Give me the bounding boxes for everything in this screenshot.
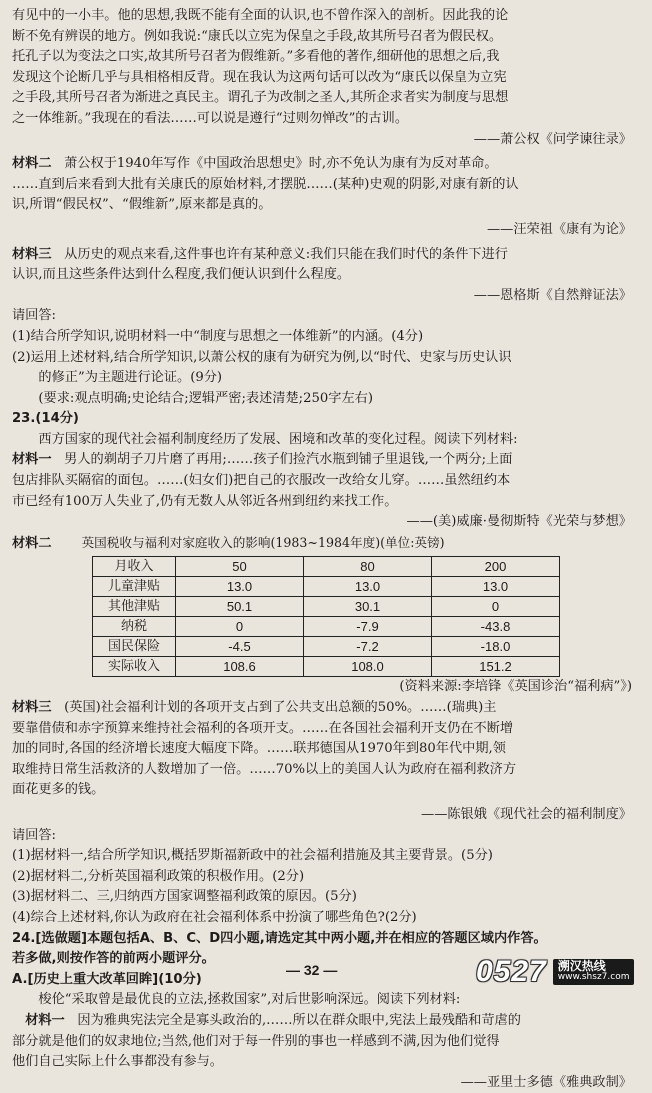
sub-question-heading: A.[历史上重大改革回眸](10分) [12,971,202,987]
table-source: (资料来源:李培锋《英国诊治“福利病”》) [399,679,632,695]
table-cell: 50.1 [176,597,304,617]
material-label: 材料三 [12,246,52,262]
table-row [93,657,560,677]
text-line: 有见中的一小丰。他的思想,我既不能有全面的认识,也不曾作深入的剖析。因此我的论 [12,8,509,23]
table-cell: 108.6 [176,657,304,677]
table-cell: 108.0 [304,657,432,677]
table-row [93,577,560,597]
table-cell: -18.0 [432,637,560,657]
row-label: 国民保险 [93,637,176,657]
text-line: 市已经有100万人失业了,仍有无数人从邻近各州到纽约来找工作。 [12,493,398,509]
text-line: 要靠借债和赤字预算来维持社会福利的各项开支。……在各国社会福利开支仍在不断增 [12,720,514,736]
page-number: — 32 — [286,962,338,978]
material-three [12,245,640,307]
row-label: 纳税 [93,617,176,637]
elective-instructions: 若多做,则按作答的前两小题评分。 [12,951,215,967]
table-cell: 0 [176,617,304,637]
question-number: 23.(14分) [12,411,79,427]
text-line: 取维持日常生活救济的人数增加了一倍。……70%以上的美国人认为政府在福利救济方 [12,761,517,777]
source-citation: ——恩格斯《自然辩证法》 [473,287,632,303]
table-cell: 13.0 [176,577,304,597]
text-line: (英国)社会福利计划的各项开支占到了公共支出总额的50%。……(瑞典)主 [64,700,497,716]
question-intro: 梭伦“采取曾是最优良的立法,拯救国家”,对后世影响深远。阅读下列材料: [38,992,461,1008]
source-citation: ——汪荣祖《康有为论》 [486,221,632,237]
material-label: 材料二 [12,156,52,172]
material-two [12,154,640,240]
sub-question: (3)据材料二、三,归纳西方国家调整福利政策的原因。(5分) [12,889,357,905]
material-label: 材料二 [12,535,52,551]
requirements: (要求:观点明确;史论结合;逻辑严密;表述清楚;250字左右) [38,390,374,406]
table-cell: -7.2 [304,637,432,657]
sub-question: (2)运用上述材料,结合所学知识,以萧公权的康有为研究为例,以“时代、史家与历史认识 [12,349,512,365]
sub-question: (4)综合上述材料,你认为政府在社会福利体系中扮演了哪些角色?(2分) [12,909,417,925]
table-cell: 13.0 [432,577,560,597]
text-line: 从历史的观点来看,这件事也许有某种意义:我们只能在我们时代的条件下进行 [64,246,508,262]
row-label: 月收入 [93,557,176,577]
question-23 [12,409,640,928]
text-line: 因为雅典宪法完全是寡头政治的,……所以在群众眼中,宪法上最残酷和苛虐的 [77,1012,521,1028]
material-label: 材料一 [12,452,52,468]
text-line: 他们自己实际上什么事都没有参与。 [12,1054,223,1070]
material-label: 材料三 [12,700,52,716]
source-citation: ——陈银娥《现代社会的福利制度》 [421,807,632,822]
sub-question: (2)据材料二,分析英国福利政策的积极作用。(2分) [12,868,305,884]
text-line: 之手段,其所号召者为渐进之真民主。谓孔子为改制之圣人,其所企求者实为制度与思想 [12,90,509,106]
text-line: 之一体维新。”我现在的看法……可以说是遵行“过则勿惮改”的古训。 [12,110,409,126]
table-cell: 50 [176,557,304,577]
material-one-continued [12,6,640,150]
elective-instructions: 24.[选做题]本题包括A、B、C、D四小题,请选定其中两小题,并在相应的答题区域内作答。 [12,930,547,946]
text-line: 托孔子以为变法之口实,故其所号召者为假维新。”多看他的著作,细研他的思想之后,我 [12,49,500,65]
logo-number: 0527 [476,955,547,988]
table-cell: 13.0 [304,577,432,597]
table-cell: -43.8 [432,617,560,637]
ask-label: 请回答: [12,827,57,843]
table-cell: 200 [432,557,560,577]
logo-url: www.shsz7.com [557,972,630,982]
table-cell: 80 [304,557,432,577]
table-cell: 151.2 [432,657,560,677]
logo-text-box [553,959,635,985]
question-intro: 西方国家的现代社会福利制度经历了发展、困境和改革的变化过程。阅读下列材料: [38,431,518,447]
table-cell: 0 [432,597,560,617]
logo-site-name: 溯汉热线 [557,959,606,973]
text-line: 包店排队买隔宿的面包。……(妇女们)把自己的衣服改一改给女儿穿。……虽然纽约本 [12,473,511,489]
tax-welfare-table [92,556,560,677]
text-line: 部分就是他们的奴隶地位;当然,他们对于每一件别的事也一样感到不满,因为他们觉得 [12,1033,500,1049]
table-row [93,637,560,657]
question-22-prompts [12,306,640,409]
watermark-logo [476,954,646,990]
text-line: ……直到后来看到大批有关康氏的原始材料,才摆脱……(某种)史观的阴影,对康有新的认 [12,176,519,192]
table-cell: -4.5 [176,637,304,657]
text-line: 认识,而且这些条件达到什么程度,我们便认识到什么程度。 [12,267,351,283]
text-line: 识,所谓“假民权”、“假维新”,原来都是真的。 [12,197,272,213]
table-cell: 30.1 [304,597,432,617]
text-line: 发现这个论断几乎与具相格相反背。现在我认为这两句话可以改为“康氏以保皇为立宪 [12,69,507,85]
text-line: 萧公权于1940年写作《中国政治思想史》时,亦不免认为康有为反对革命。 [64,156,498,172]
ask-label: 请回答: [12,308,57,324]
table-row [93,597,560,617]
row-label: 实际收入 [93,657,176,677]
table-row [93,557,560,577]
text-line: 断不免有辨误的地方。例如我说:“康氏以立宪为保皇之手段,故其所号召者为假民权。 [12,28,503,44]
sub-question: (1)结合所学知识,说明材料一中“制度与思想之一体维新”的内涵。(4分) [12,328,424,344]
source-citation: ——亚里士多德《雅典政制》 [460,1074,632,1090]
source-citation: ——萧公权《问学谏往录》 [473,131,632,147]
material-label: 材料一 [25,1012,65,1028]
text-line: 面花更多的钱。 [12,782,105,798]
text-line: 男人的剃胡子刀片磨了再用;……孩子们捡汽水瓶到铺子里退钱,一个两分;上面 [64,452,513,468]
table-cell: -7.9 [304,617,432,637]
text-line: 加的同时,各国的经济增长速度大幅度下降。……联邦德国从1970年到80年代中期,领 [12,741,506,757]
table-caption: 英国税收与福利对家庭收入的影响(1983~1984年度)(单位:英镑) [81,534,445,550]
row-label: 其他津贴 [93,597,176,617]
table-row [93,617,560,637]
sub-question: (1)据材料一,结合所学知识,概括罗斯福新政中的社会福利措施及其主要背景。(5分) [12,848,493,864]
source-citation: ——(美)威廉·曼彻斯特《光荣与梦想》 [406,514,632,530]
sub-question: 的修正”为主题进行论证。(9分) [38,370,223,386]
row-label: 儿童津贴 [93,577,176,597]
